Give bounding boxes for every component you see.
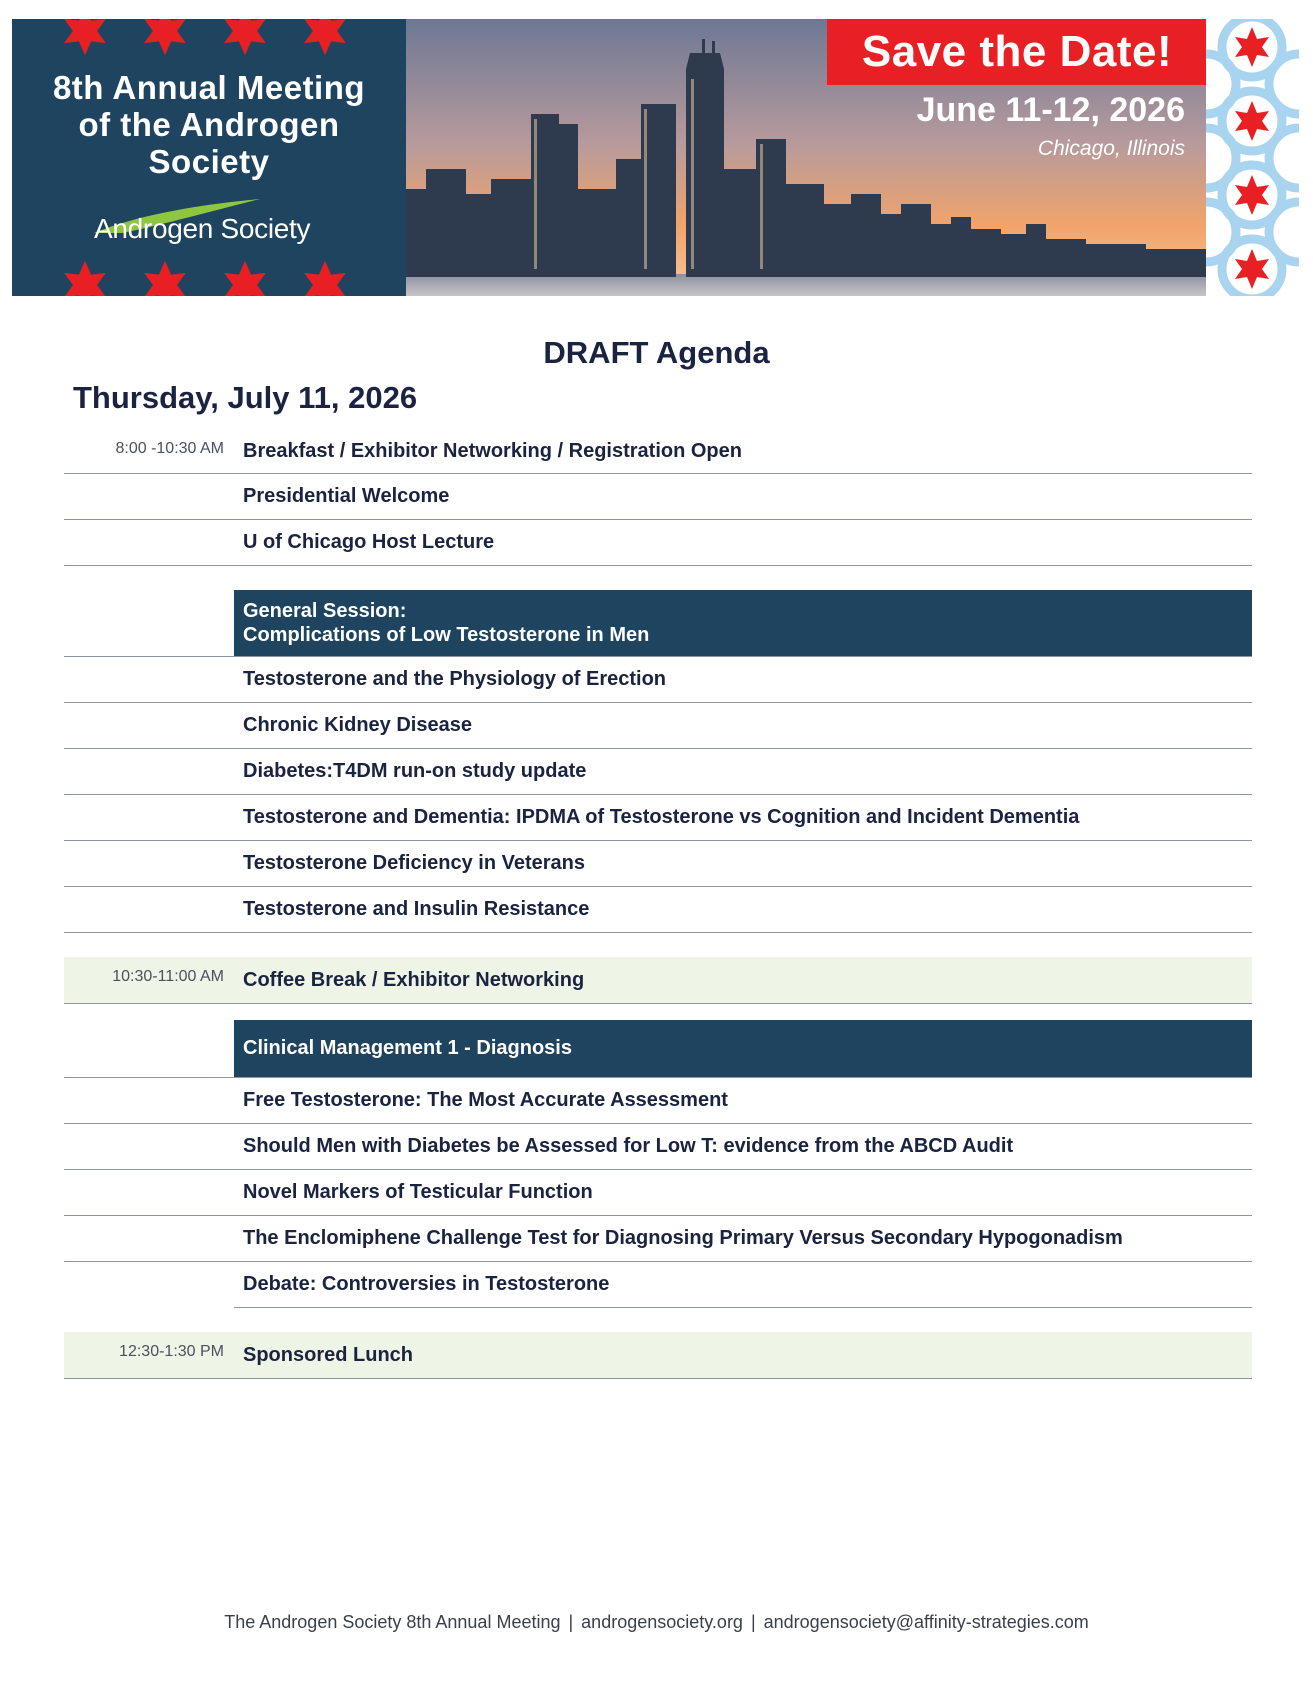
session-title [243, 1036, 572, 1060]
save-the-date-badge [827, 19, 1207, 85]
chicago-flag-pattern-icon [1206, 19, 1299, 296]
agenda-row [64, 840, 1252, 887]
chicago-star-icon [219, 19, 271, 57]
meeting-title-line: of the Androgen [78, 106, 340, 143]
time-slot: 10:30-11:00 AM [112, 968, 224, 985]
chicago-star-icon [299, 19, 351, 57]
agenda-row [64, 656, 1252, 703]
agenda-item-title: Testosterone Deficiency in Veterans [243, 852, 585, 874]
agenda-row [64, 886, 1252, 933]
agenda-item-title: Presidential Welcome [243, 485, 450, 507]
agenda-item-title: Free Testosterone: The Most Accurate Assessment [243, 1089, 728, 1111]
agenda-item-title: Chronic Kidney Disease [243, 714, 472, 736]
meeting-title-line: Society [148, 143, 270, 180]
agenda-row [64, 702, 1252, 749]
agenda-item-title: Testosterone and Dementia: IPDMA of Testosterone vs Cognition and Incident Dementia [243, 806, 1080, 828]
session-title [243, 599, 649, 647]
agenda-row [64, 748, 1252, 795]
session-title-line: General Session: [243, 600, 407, 622]
meeting-title [12, 69, 406, 180]
agenda-item-title: Novel Markers of Testicular Function [243, 1181, 593, 1203]
agenda-item-title: U of Chicago Host Lecture [243, 531, 495, 553]
agenda-row [64, 473, 1252, 520]
day-heading: Thursday, July 11, 2026 [73, 380, 418, 415]
agenda-row [64, 431, 1252, 474]
chicago-star-icon [139, 19, 191, 57]
agenda-item-title: The Enclomiphene Challenge Test for Diagnosing Primary Versus Secondary Hypogonadism [243, 1227, 1123, 1249]
agenda-item-title: Should Men with Diabetes be Assessed for Low T: evidence from the ABCD Audit [243, 1135, 1014, 1157]
agenda-row [64, 1123, 1252, 1170]
agenda-row [64, 794, 1252, 841]
agenda-row [234, 1261, 1252, 1308]
session-title-line: Clinical Management 1 - Diagnosis [243, 1037, 572, 1059]
session-header [234, 590, 1252, 656]
agenda-item-title: Testosterone and the Physiology of Erection [243, 668, 667, 690]
break-row [64, 957, 1252, 1004]
agenda-row [64, 1169, 1252, 1216]
page-title: DRAFT Agenda [543, 335, 770, 370]
chicago-star-icon [299, 259, 351, 296]
society-logo-text: Androgen Society [94, 213, 311, 244]
agenda-item-title: Coffee Break / Exhibitor Networking [243, 969, 585, 991]
agenda-item-title: Sponsored Lunch [243, 1344, 413, 1366]
page-footer [0, 1612, 1313, 1633]
time-slot: 8:00 -10:30 AM [115, 440, 224, 457]
agenda-row [64, 1077, 1252, 1124]
chicago-star-icon [219, 259, 271, 296]
session-title-line: Complications of Low Testosterone in Men [243, 624, 650, 646]
agenda-item-title: Testosterone and Insulin Resistance [243, 898, 590, 920]
agenda-item-title: Breakfast / Exhibitor Networking / Registration Open [243, 440, 742, 462]
header-banner [12, 19, 1299, 296]
agenda-item-title: Diabetes:T4DM run-on study update [243, 760, 587, 782]
break-row [64, 1332, 1252, 1379]
footer-email-link[interactable]: androgensociety@affinity-strategies.com [763, 1612, 1089, 1632]
footer-separator: | [750, 1612, 756, 1632]
time-slot: 12:30-1:30 PM [119, 1343, 224, 1360]
footer-separator: | [568, 1612, 574, 1632]
save-the-date-text: Save the Date! [861, 27, 1173, 76]
footer-meeting-name: The Androgen Society 8th Annual Meeting [224, 1612, 561, 1632]
agenda-row [64, 519, 1252, 566]
event-dates: June 11-12, 2026 [916, 91, 1185, 129]
chicago-star-icon [59, 259, 111, 296]
agenda-item-title: Debate: Controversies in Testosterone [243, 1273, 610, 1295]
meeting-title-line: 8th Annual Meeting [52, 69, 366, 106]
event-location: Chicago, Illinois [1037, 137, 1185, 160]
agenda-row [64, 1215, 1252, 1262]
chicago-star-icon [59, 19, 111, 57]
chicago-star-icon [139, 259, 191, 296]
brand-panel [12, 19, 406, 296]
session-header [234, 1020, 1252, 1077]
footer-website-link[interactable]: androgensociety.org [581, 1612, 743, 1632]
